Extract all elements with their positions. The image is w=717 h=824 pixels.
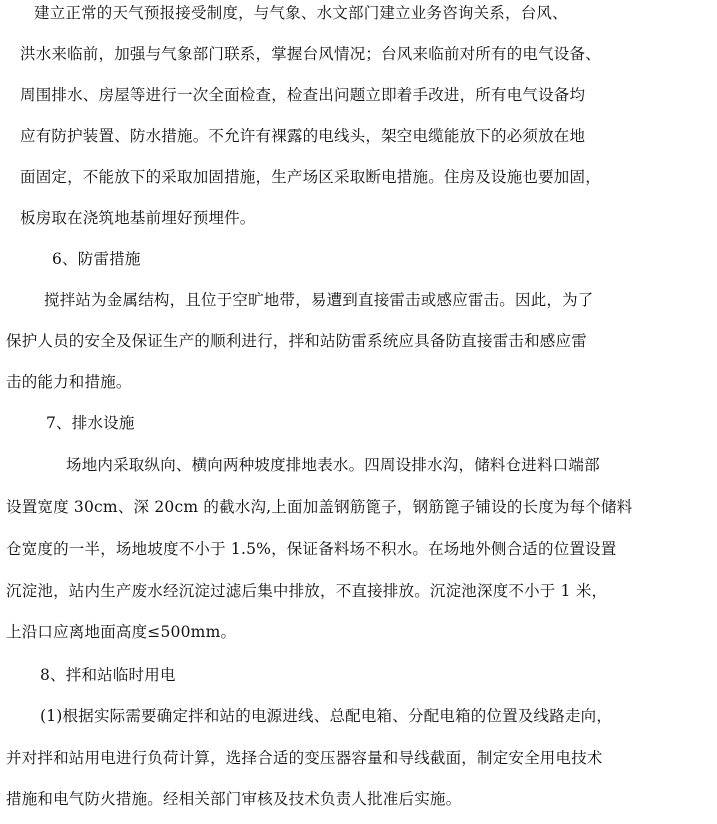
weather-line-6: 板房取在浇筑地基前埋好预埋件。 bbox=[20, 209, 256, 227]
weather-line-1: 建立正常的天气预报接受制度，与气象、水文部门建立业务咨询关系，台风、 bbox=[34, 4, 568, 22]
section-6-line-2: 保护人员的安全及保证生产的顺利进行，拌和站防雷系统应具备防直接雷击和感应雷 bbox=[6, 332, 587, 350]
section-7-line-5: 上沿口应离地面高度≤500mm。 bbox=[6, 623, 237, 641]
weather-line-4: 应有防护装置、防水措施。不允许有裸露的电线头，架空电缆能放下的必须放在地 bbox=[20, 127, 586, 145]
section-7-heading: 7、排水设施 bbox=[46, 414, 135, 432]
section-6-heading: 6、防雷措施 bbox=[52, 250, 141, 268]
section-8-heading: 8、拌和站临时用电 bbox=[40, 666, 176, 684]
section-8-line-3: 措施和电气防火措施。经相关部门审核及技术负责人批准后实施。 bbox=[6, 790, 462, 808]
section-7-line-2: 设置宽度 30cm、深 20cm 的截水沟,上面加盖钢筋篦子，钢筋篦子铺设的长度为每个储料 bbox=[6, 498, 633, 516]
section-7-line-1: 场地内采取纵向、横向两种坡度排地表水。四周设排水沟，储料仓进料口端部 bbox=[66, 456, 600, 474]
weather-line-3: 周围排水、房屋等进行一次全面检查，检查出问题立即着手改进，所有电气设备均 bbox=[20, 86, 586, 104]
section-6-line-1: 搅拌站为金属结构，且位于空旷地带，易遭到直接雷击或感应雷击。因此，为了 bbox=[44, 291, 594, 309]
section-6-line-3: 击的能力和措施。 bbox=[6, 373, 132, 391]
section-7-line-4: 沉淀池，站内生产废水经沉淀过滤后集中排放，不直接排放。沉淀池深度不小于 1 米， bbox=[6, 582, 608, 600]
section-8-line-1: (1)根据实际需要确定拌和站的电源进线、总配电箱、分配电箱的位置及线路走向， bbox=[40, 707, 613, 725]
weather-line-2: 洪水来临前，加强与气象部门联系，掌握台风情况；台风来临前对所有的电气设备、 bbox=[20, 45, 601, 63]
section-8-line-2: 并对拌和站用电进行负荷计算，选择合适的变压器容量和导线截面，制定安全用电技术 bbox=[6, 749, 603, 767]
weather-line-5: 面固定，不能放下的采取加固措施，生产场区采取断电措施。住房及设施也要加固， bbox=[20, 168, 601, 186]
section-7-line-3: 仓宽度的一半，场地坡度不小于 1.5%，保证备料场不积水。在场地外侧合适的位置设置 bbox=[6, 540, 617, 558]
